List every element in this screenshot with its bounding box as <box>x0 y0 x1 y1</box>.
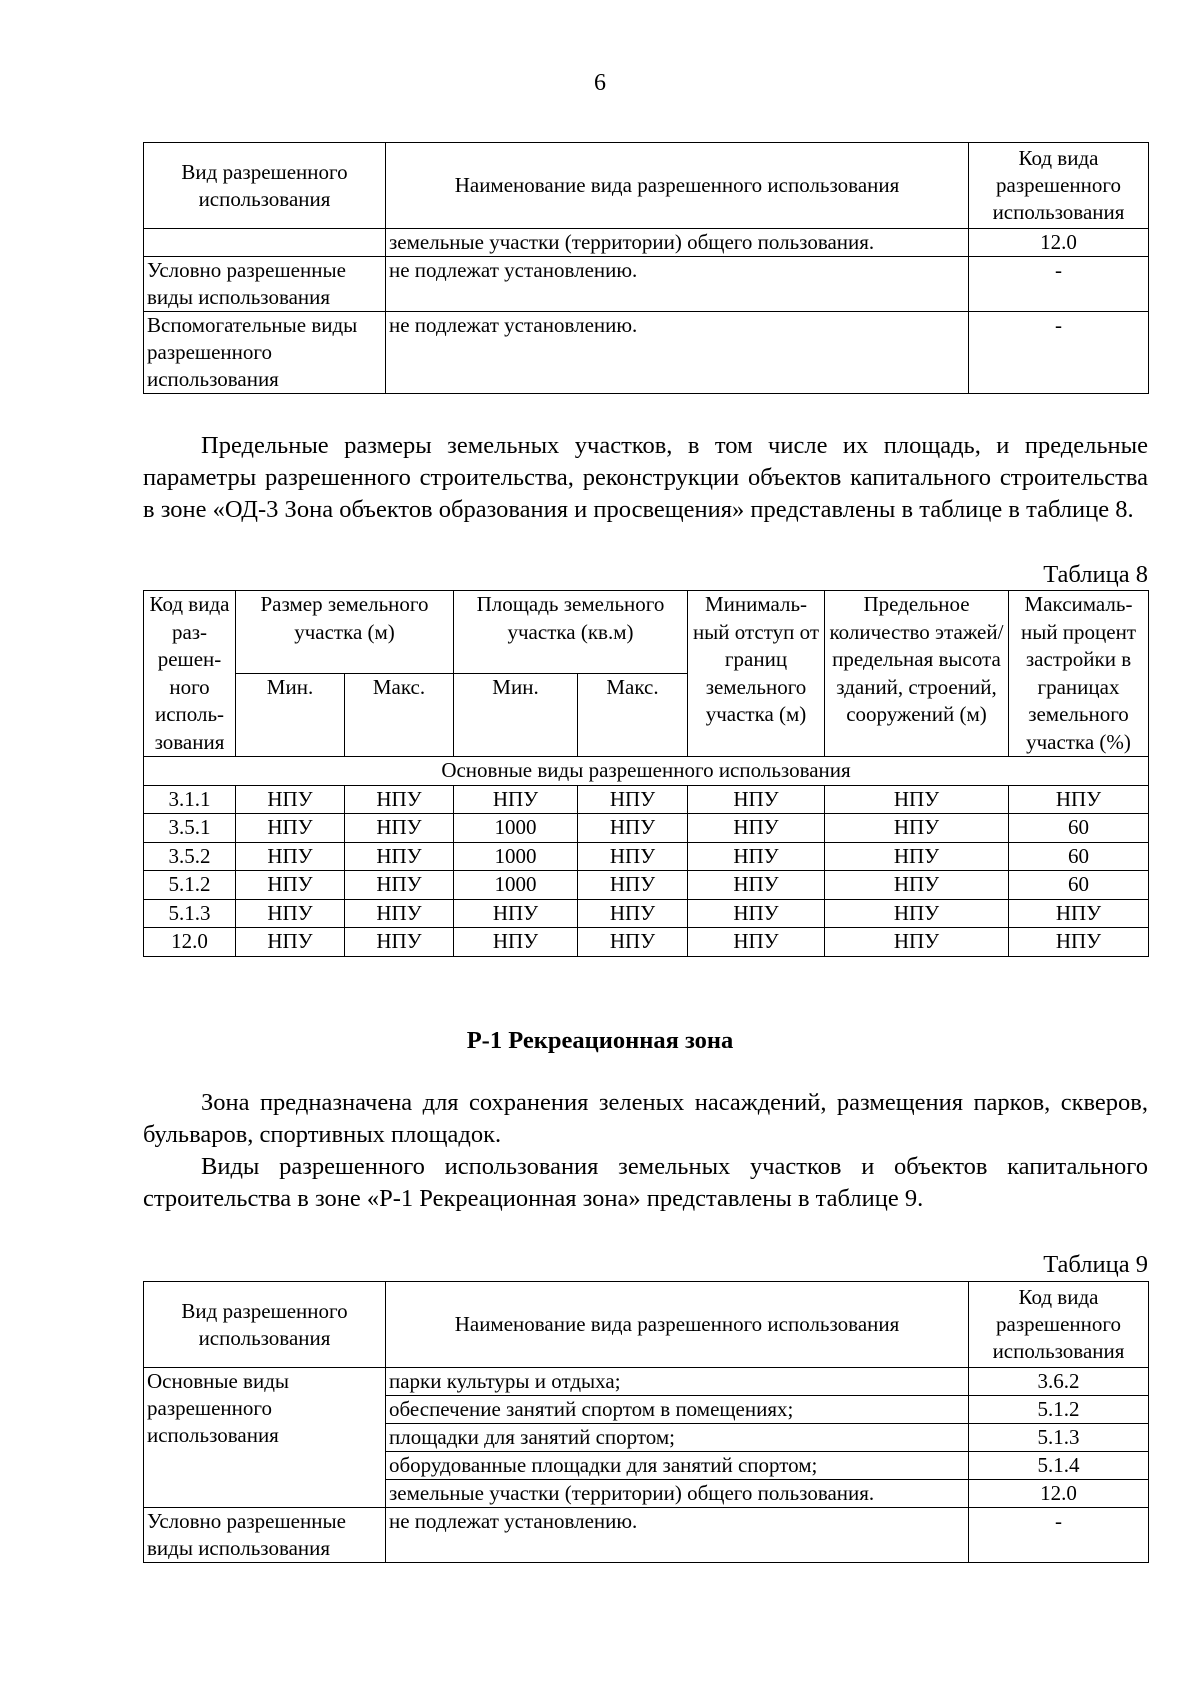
table-row <box>144 871 1149 900</box>
value-cell: НПУ <box>345 899 454 928</box>
use-code-cell: - <box>969 312 1149 394</box>
value-cell: 60 <box>1009 842 1149 871</box>
value-cell: НПУ <box>688 814 825 843</box>
zone-heading: Р-1 Рекреационная зона <box>466 1027 734 1054</box>
use-code-cell: 12.0 <box>969 229 1149 257</box>
paragraph-zone: Зона предназначена для сохранения зеленых насаждений, размещения парков, скверов, бульваров, спортивных площадок. <box>143 1089 1148 1148</box>
use-type-cell <box>144 229 386 257</box>
value-cell: НПУ <box>825 842 1009 871</box>
table9-caption: Таблица 9 <box>1043 1251 1148 1278</box>
value-cell: НПУ <box>345 814 454 843</box>
paragraph-limits: Предельные размеры земельных участков, в том числе их площадь, и предельные параметры разрешенного строительства, реконструкции объектов капитального строительства в зоне «ОД-3 Зона объектов образования и просвещения» представлены в таблице в таблице 8. <box>143 432 1148 523</box>
value-cell: НПУ <box>345 842 454 871</box>
value-cell: НПУ <box>345 785 454 814</box>
header-use-type: Вид разрешенного использования <box>144 143 386 229</box>
use-type-cell: Условно разрешенные виды использования <box>144 257 386 312</box>
value-cell: НПУ <box>345 871 454 900</box>
use-name-cell: не подлежат установлению. <box>386 1508 969 1563</box>
header-size-max: Макс. <box>345 674 454 757</box>
value-cell: НПУ <box>825 785 1009 814</box>
value-cell: НПУ <box>1009 785 1149 814</box>
value-cell: НПУ <box>578 899 688 928</box>
value-cell: НПУ <box>688 785 825 814</box>
table-row <box>144 312 1149 394</box>
use-code-cell: - <box>969 257 1149 312</box>
value-cell: НПУ <box>1009 899 1149 928</box>
use-code-cell: 12.0 <box>969 1480 1149 1508</box>
use-code-cell: 3.6.2 <box>969 1368 1149 1396</box>
value-cell: НПУ <box>825 928 1009 957</box>
header-size-min: Мин. <box>236 674 345 757</box>
header-area-max: Макс. <box>578 674 688 757</box>
value-cell: НПУ <box>825 814 1009 843</box>
value-cell: 1000 <box>454 871 578 900</box>
header-floors: Предельное количество этажей/ предельная высота зданий, строений, сооружений (м) <box>825 591 1009 757</box>
main-use-type-cell: Основные виды разрешенного использования <box>144 1368 386 1508</box>
table-8 <box>143 590 1149 957</box>
use-name-cell: площадки для занятий спортом; <box>386 1424 969 1452</box>
header-plot-area: Площадь земельного участка (кв.м) <box>454 591 688 674</box>
use-name-cell: земельные участки (территории) общего пользования. <box>386 229 969 257</box>
code-cell: 12.0 <box>144 928 236 957</box>
value-cell: НПУ <box>578 785 688 814</box>
use-code-cell: 5.1.2 <box>969 1396 1149 1424</box>
table-row <box>144 842 1149 871</box>
value-cell: 1000 <box>454 814 578 843</box>
header-plot-size: Размер земельного участка (м) <box>236 591 454 674</box>
table-row <box>144 785 1149 814</box>
header-setback: Минималь-ный отступ от границ земельного участка (м) <box>688 591 825 757</box>
use-type-cell: Вспомогательные виды разрешенного использования <box>144 312 386 394</box>
table-row <box>144 814 1149 843</box>
use-name-cell: земельные участки (территории) общего пользования. <box>386 1480 969 1508</box>
use-name-cell: парки культуры и отдыха; <box>386 1368 969 1396</box>
value-cell: 60 <box>1009 871 1149 900</box>
code-cell: 5.1.2 <box>144 871 236 900</box>
header-use-name: Наименование вида разрешенного использования <box>386 1282 969 1368</box>
value-cell: НПУ <box>236 928 345 957</box>
value-cell: НПУ <box>578 871 688 900</box>
use-name-cell: не подлежат установлению. <box>386 257 969 312</box>
page-number: 6 <box>594 70 606 96</box>
value-cell: НПУ <box>345 928 454 957</box>
value-cell: НПУ <box>825 899 1009 928</box>
use-code-cell: 5.1.3 <box>969 1424 1149 1452</box>
code-cell: 3.5.2 <box>144 842 236 871</box>
header-area-min: Мин. <box>454 674 578 757</box>
value-cell: НПУ <box>1009 928 1149 957</box>
value-cell: НПУ <box>236 785 345 814</box>
header-use-name: Наименование вида разрешенного использования <box>386 143 969 229</box>
table-row <box>144 229 1149 257</box>
value-cell: НПУ <box>578 814 688 843</box>
table-9 <box>143 1281 1149 1563</box>
value-cell: 1000 <box>454 842 578 871</box>
value-cell: НПУ <box>688 928 825 957</box>
header-code: Код вида раз-решен-ного исполь-зования <box>144 591 236 757</box>
value-cell: НПУ <box>236 842 345 871</box>
value-cell: НПУ <box>236 871 345 900</box>
use-name-cell: оборудованные площадки для занятий спортом; <box>386 1452 969 1480</box>
use-type-cell: Условно разрешенные виды использования <box>144 1508 386 1563</box>
value-cell: НПУ <box>825 871 1009 900</box>
table8-caption: Таблица 8 <box>1043 561 1148 588</box>
value-cell: НПУ <box>578 842 688 871</box>
table-row <box>144 1368 1149 1396</box>
paragraph-types: Виды разрешенного использования земельных участков и объектов капитального строительства в зоне «Р-1 Рекреационная зона» представлены в таблице 9. <box>143 1153 1148 1212</box>
header-coverage: Максималь-ный процент застройки в границах земельного участка (%) <box>1009 591 1149 757</box>
use-name-cell: обеспечение занятий спортом в помещениях; <box>386 1396 969 1424</box>
section-row: Основные виды разрешенного использования <box>144 757 1149 786</box>
value-cell: НПУ <box>454 928 578 957</box>
permitted-use-table-continued <box>143 142 1149 394</box>
code-cell: 3.5.1 <box>144 814 236 843</box>
code-cell: 3.1.1 <box>144 785 236 814</box>
value-cell: 60 <box>1009 814 1149 843</box>
value-cell: НПУ <box>688 842 825 871</box>
use-name-cell: не подлежат установлению. <box>386 312 969 394</box>
table-row <box>144 1508 1149 1563</box>
value-cell: НПУ <box>688 899 825 928</box>
value-cell: НПУ <box>578 928 688 957</box>
value-cell: НПУ <box>454 785 578 814</box>
value-cell: НПУ <box>236 899 345 928</box>
table-row <box>144 257 1149 312</box>
table-8-body <box>144 785 1149 956</box>
header-use-type: Вид разрешенного использования <box>144 1282 386 1368</box>
header-use-code: Код вида разрешенного использования <box>969 1282 1149 1368</box>
use-code-cell: 5.1.4 <box>969 1452 1149 1480</box>
table-row <box>144 928 1149 957</box>
value-cell: НПУ <box>236 814 345 843</box>
value-cell: НПУ <box>454 899 578 928</box>
code-cell: 5.1.3 <box>144 899 236 928</box>
header-use-code: Код вида разрешенного использования <box>969 143 1149 229</box>
value-cell: НПУ <box>688 871 825 900</box>
use-code-cell: - <box>969 1508 1149 1563</box>
table-row <box>144 899 1149 928</box>
